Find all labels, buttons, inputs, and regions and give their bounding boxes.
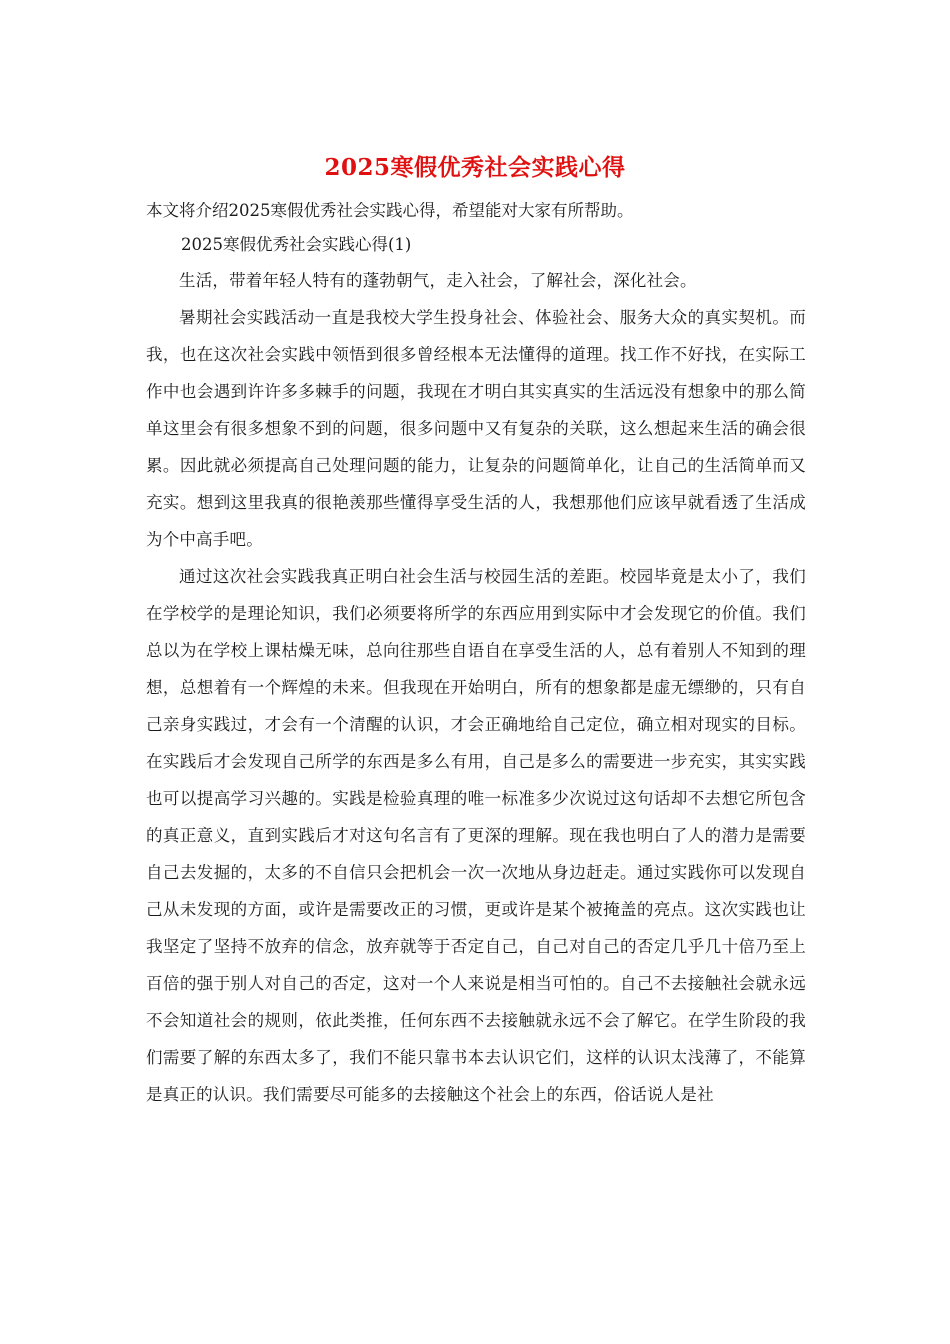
section-subtitle: 2025寒假优秀社会实践心得(1) xyxy=(181,235,412,254)
paragraph: 生活，带着年轻人特有的蓬勃朝气，走入社会，了解社会，深化社会。 xyxy=(179,271,697,290)
intro-text: 本文将介绍2025寒假优秀社会实践心得，希望能对大家有所帮助。 xyxy=(146,201,634,220)
document-body xyxy=(146,262,806,1113)
paragraph: 通过这次社会实践我真正明白社会生活与校园生活的差距。校园毕竟是太小了，我们在学校学的是理论知识，我们必须要将所学的东西应用到实际中才会发现它的价值。我们总以为在学校上课枯燥无味，总向往那些自语自在享受生活的人，总有着别人不知到的理想，总想着有一个辉煌的未来。但我现在开始明白，所有的想象都是虚无缥缈的，只有自己亲身实践过，才会有一个清醒的认识，才会正确地给自己定位，确立相对现实的目标。在实践后才会发现自己所学的东西是多么有用，自己是多么的需要进一步充实，其实实践也可以提高学习兴趣的。实践是检验真理的唯一标准多少次说过这句话却不去想它所包含的真正意义，直到实践后才对这句名言有了更深的理解。现在我也明白了人的潜力是需要自己去发掘的，太多的不自信只会把机会一次一次地从身边赶走。通过实践你可以发现自己从未发现的方面，或许是需要改正的习惯，更或许是某个被掩盖的亮点。这次实践也让我坚定了坚持不放弃的信念，放弃就等于否定自己，自己对自己的否定几乎几十倍乃至上百倍的强于别人对自己的否定，这对一个人来说是相当可怕的。自己不去接触社会就永远不会知道社会的规则，依此类推，任何东西不去接触就永远不会了解它。在学生阶段的我们需要了解的东西太多了，我们不能只靠书本去认识它们，这样的认识太浅薄了，不能算是真正的认识。我们需要尽可能多的去接触这个社会上的东西，俗话说人是社 xyxy=(146,567,806,1104)
document-title: 2025寒假优秀社会实践心得 xyxy=(324,154,626,181)
paragraph: 暑期社会实践活动一直是我校大学生投身社会、体验社会、服务大众的真实契机。而我，也在这次社会实践中领悟到很多曾经根本无法懂得的道理。找工作不好找，在实际工作中也会遇到许许多多棘手的问题，我现在才明白其实真实的生活远没有想象中的那么简单这里会有很多想象不到的问题，很多问题中又有复杂的关联，这么想起来生活的确会很累。因此就必须提高自己处理问题的能力，让复杂的问题简单化，让自己的生活简单而又充实。想到这里我真的很艳羡那些懂得享受生活的人，我想那他们应该早就看透了生活成为个中高手吧。 xyxy=(146,308,806,549)
